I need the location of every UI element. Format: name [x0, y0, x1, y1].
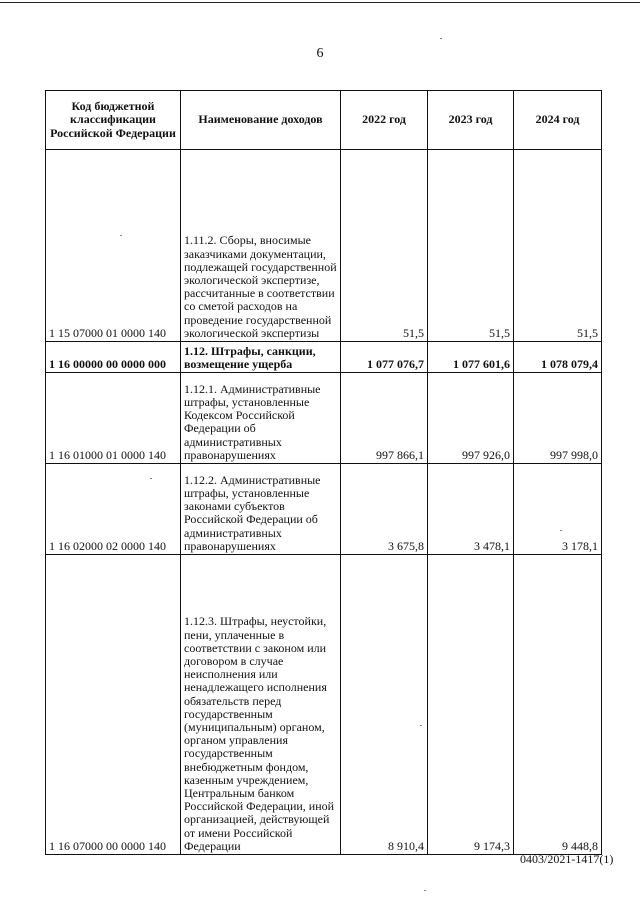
header-2023: 2023 год	[428, 91, 514, 150]
row-value-2022: 1 077 076,7	[341, 342, 428, 373]
document-code: 0403/2021-1417(1)	[520, 852, 614, 866]
row-value-2024: 9 448,8	[514, 555, 602, 855]
scan-speck	[440, 38, 442, 39]
header-name: Наименование доходов	[181, 91, 341, 150]
row-code: 1 16 00000 00 0000 000	[46, 342, 181, 373]
row-code: 1 16 02000 02 0000 140	[46, 464, 181, 555]
row-code: 1 16 07000 00 0000 140	[46, 555, 181, 855]
row-value-2022: 8 910,4	[341, 555, 428, 855]
scan-speck	[560, 530, 562, 531]
row-value-2024: 997 998,0	[514, 373, 602, 464]
row-value-2023: 3 478,1	[428, 464, 514, 555]
row-code: 1 16 01000 01 0000 140	[46, 373, 181, 464]
scan-speck	[424, 890, 426, 891]
table-header-row	[46, 91, 602, 150]
page-number: 6	[316, 46, 324, 61]
table-row	[46, 373, 602, 464]
row-value-2023: 9 174,3	[428, 555, 514, 855]
row-name: 1.12.3. Штрафы, неустойки, пени, уплаченные в соответствии с законом или договором в случае неисполнения или ненадлежащего исполнения обязательств перед государственным (муниципальным) органом, органом управления государственным внебюджетным фондом, казенным учреждением, Центральным банком Российской Федерации, иной организацией, действующей от имени Российской Федерации	[181, 555, 341, 855]
table-row	[46, 150, 602, 342]
row-value-2022: 51,5	[341, 150, 428, 342]
top-border-line	[0, 2, 640, 3]
row-name: 1.12. Штрафы, санкции, возмещение ущерба	[181, 342, 341, 373]
scan-speck	[150, 478, 152, 479]
row-value-2024: 3 178,1	[514, 464, 602, 555]
row-name: 1.12.1. Административные штрафы, установленные Кодексом Российской Федерации об административных правонарушениях	[181, 373, 341, 464]
row-name: 1.11.2. Сборы, вносимые заказчиками документации, подлежащей государственной экологической экспертизе, рассчитанные в соответствии со сметой расходов на проведение государственной экологической экспертизы	[181, 150, 341, 342]
row-value-2022: 997 866,1	[341, 373, 428, 464]
revenue-table	[45, 90, 602, 855]
header-2022: 2022 год	[341, 91, 428, 150]
row-value-2024: 51,5	[514, 150, 602, 342]
table-row	[46, 342, 602, 373]
table-row	[46, 464, 602, 555]
row-value-2022: 3 675,8	[341, 464, 428, 555]
row-code: 1 15 07000 01 0000 140	[46, 150, 181, 342]
row-name: 1.12.2. Административные штрафы, установленные законами субъектов Российской Федерации об административных правонарушениях	[181, 464, 341, 555]
row-value-2024: 1 078 079,4	[514, 342, 602, 373]
row-value-2023: 1 077 601,6	[428, 342, 514, 373]
header-code: Код бюджетной классификации Российской Федерации	[46, 91, 181, 150]
scan-speck	[120, 235, 122, 236]
row-value-2023: 997 926,0	[428, 373, 514, 464]
scan-speck	[420, 725, 422, 726]
row-value-2023: 51,5	[428, 150, 514, 342]
header-2024: 2024 год	[514, 91, 602, 150]
table-row	[46, 555, 602, 855]
